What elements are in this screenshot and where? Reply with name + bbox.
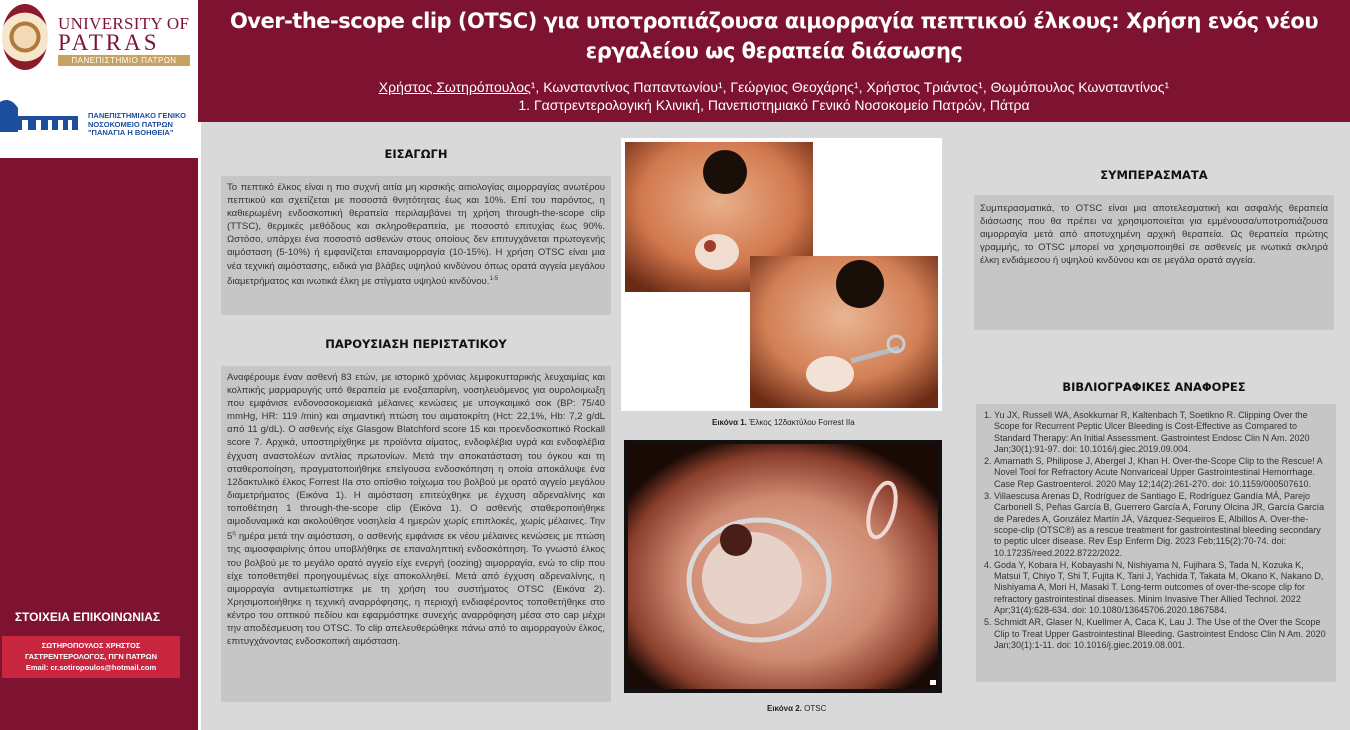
figure2-caption (767, 704, 826, 713)
figure1-label: Εικόνα 1. (712, 418, 747, 427)
contact-heading: ΣΤΟΙΧΕΙΑ ΕΠΙΚΟΙΝΩΝΙΑΣ (14, 610, 161, 624)
case-text-part2: ημέρα μετά την αιμόσταση, ο ασθενής εμφάνισε εκ νέου μέλαινες κενώσεις με πτώση της αιμοσφαιρίνης όπου υποβλήθηκε σε επαναληπτική ενδοσκόπηση. Το γνωστό έλκος του βολβού με το μεγάλο ορατό αγγείο είχε ενεργή (oozing) αιμορραγία, ενώ το clip που είχε τοποθετηθεί προηγουμένως είχε αποκολληθεί. Μετά από έγχυση αδρεναλίνης, η αιμορραγία αντιμετωπίστηκε με τη χρήση του συστήματος OTSC (Εικόνα 2). Χρησιμοποιήθηκε η τεχνική αναρρόφησης, η περιοχή ενδιαφέροντος τοποθετήθηκε στο κέντρο του οπτικού πεδίου και εφαρμόστηκε συνεχής αναρρόφηση μέσα στο cap μέχρι την αποδέσμευση του OTSC. Το clip απελευθερώθηκε πάνω από το αιμορραγούν έλκος, επιτυγχάνοντας ενδοσκοπική αιμόσταση. (227, 531, 605, 648)
contact-box (2, 636, 180, 678)
poster-title: Over-the-scope clip (OTSC) για υποτροπιάζουσα αιμορραγία πεπτικού έλκους: Χρήση ενός νέου εργαλείου ως θεραπεία διάσωσης (229, 9, 1319, 63)
case-panel (221, 366, 611, 702)
poster-header (198, 0, 1350, 122)
pgnp-logo-icon (0, 98, 82, 132)
upatras-logo-line1: UNIVERSITY OF (58, 14, 190, 33)
contact-email[interactable]: Email: cr.sotiropoulos@hotmail.com (25, 663, 157, 672)
university-seal-icon (2, 4, 48, 70)
authors-line (198, 78, 1350, 96)
affiliation: 1. Γαστρεντερολογική Κλινική, Πανεπιστημιακό Γενικό Νοσοκομείο Πατρών, Πάτρα (518, 97, 1030, 113)
figure1-caption-text: Έλκος 12δακτύλου Forrest IIa (746, 418, 855, 427)
figure1-caption (712, 418, 855, 427)
other-authors: ¹, Κωνσταντίνος Παπαντωνίου¹, Γεώργιος Θεοχάρης¹, Χρήστος Τριάντος¹, Θωμόπουλος Κωνσταντίνος¹ (530, 79, 1170, 95)
intro-panel (221, 176, 611, 315)
case-text-part1: Αναφέρουμε έναν ασθενή 83 ετών, με ιστορικό χρόνιας λεμφοκυτταρικής λευχαιμίας και κολπικής μαρμαρυγής υπό θεραπεία με ενοξαπαρίνη, νοσηλευόμενος για ουρολοιμωξη που εμφάνισε ενδονοσοκομειακά μέλαινες κενώσεις με υπογκαιμικό σοκ (BP: 75/40 mmHg, HR: 119 /min) και σημαντική πτώση του αιματοκρίτη (Hct: 22,1%, Hb: 7,2 g/dL από 11 g/dL). Ο ασθενής είχε Glasgow Blatchford score 15 και προενδοσκοπικό Rockall score 7. Αρχικά, υποστηρίχθηκε με προϊόντα αίματος, ενδοφλέβια υγρά και ενδοφλέβια έγχυση αναστολέων αντλίας πρωτονίων. Μετά την αποκατάσταση του όγκου και τη σταθεροποίηση, πραγματοποιήθηκε επείγουσα ενδοσκόπηση η οποία αποκάλυψε ένα 12δακτυλικό έλκος Forrest IIa στο οπίσθιο τοίχωμα του βολβού με ορατό αγγείο μεγάλου διαμετρήματος (Εικόνα 1). Η αιμόσταση επιτεύχθηκε με έγχυση αδρεναλίνης και τοποθέτηση 1 through-the-scope clip (Εικόνα 1). Ο ασθενής σταθεροποιήθηκε αιμοδυναμικά και ακολούθησε νοσηλεία 4 ημερών χωρίς επιπλοκές, χωρίς μέλαινες. Την 5 (227, 372, 605, 543)
figure2-frame (624, 440, 942, 693)
conclusions-heading: ΣΥΜΠΕΡΑΣΜΑΤΑ (1100, 168, 1208, 182)
conclusions-text: Συμπερασματικά, το OTSC είναι μια αποτελεσματική και ασφαλής θεραπεία διάσωσης που θα πρέπει να χρησιμοποιείται για εμμένουσα/υποτροπιάζουσα αιμορραγία μετά από αποτυχημένη αρχική θεραπεία. Ως θεραπεία πρώτης γραμμής, το OTSC μπορεί να χρησιμοποιηθεί σε ασθενείς με ινωτικά σκληρά έλκη ενδιάμεσου ή υψηλού κινδύνου και σε μεγάλα ορατά αγγεία. (980, 203, 1328, 267)
pgnp-logo-text: ΠΑΝΕΠΙΣΤΗΜΙΑΚΟ ΓΕΝΙΚΟ ΝΟΣΟΚΟΜΕΙΟ ΠΑΤΡΩΝ "ΠΑΝΑΓΙΑ Η ΒΟΗΘΕΙΑ" (88, 111, 186, 137)
reference-item: 2. Amarnath S, Philipose J, Abergel J, Khan H. Over-the-Scope Clip to the Rescue! A Novel Tool for Refractory Acute Nonvariceal Upper Gastrointestinal Hemorrhage. Case Rep Gastroenterol. 2020 May 12;14(2):261-270. doi: 10.1159/000507610. (994, 456, 1330, 490)
reference-item: 3. Villaescusa Arenas D, Rodríguez de Santiago E, Rodríguez Gandía MÁ, Parejo Carbonell S, Peñas García B, Guerrero García A, Foruny Olcina JR, García García de Paredes A, González Martín JÁ, Vázquez-Sequeiros E, Albillos A. Over-the-scope-clip (OTSC®) as a rescue treatment for gastrointestinal bleeding secondary to peptic ulcer disease. Rev Esp Enferm Dig. 2023 Feb;115(2):70-74. doi: 10.17235/reed.2022.8722/2022. (994, 491, 1330, 559)
endoscopy-image-1b (750, 256, 938, 408)
reference-item: 4. Goda Y, Kobara H, Kobayashi N, Nishiyama N, Fujihara S, Tada N, Kozuka K, Matsui T, Chiyo T, Shi T, Fujita K, Tani J, Yachida T, Takata M, Okano K, Nakano D, Nishiyama A, Mori H, Masaki T. Long-term outcomes of over-the-scope clip for refractory gastrointestinal diseases. Minim Invasive Ther Allied Technol. 2022 Apr;31(4):628-634. doi: 10.1080/13645706.2020.1867584. (994, 560, 1330, 616)
figure2-caption-text: OTSC (801, 704, 827, 713)
logo-panel (0, 0, 198, 158)
references-list (984, 410, 1330, 651)
case-heading: ΠΑΡΟΥΣΙΑΣΗ ΠΕΡΙΣΤΑΤΙΚΟΥ (325, 337, 507, 351)
intro-heading: ΕΙΣΑΓΩΓΗ (384, 147, 448, 161)
reference-item: 1. Yu JX, Russell WA, Asokkumar R, Kaltenbach T, Soetikno R. Clipping Over the Scope for Recurrent Peptic Ulcer Bleeding is Cost-Effective as Compared to Standard Therapy: An Initial Assessment. Gastrointest Endosc Clin N Am. 2020 Jan;30(1):91-97. doi: 10.1016/j.giec.2019.09.004. (994, 410, 1330, 455)
case-superscript: η (232, 531, 236, 538)
contact-name: ΣΩΤΗΡΟΠΟΥΛΟΣ ΧΡΗΣΤΟΣ (41, 641, 141, 650)
contact-role: ΓΑΣΤΡΕΝΤΕΡΟΛΟΓΟΣ, ΠΓΝ ΠΑΤΡΩΝ (24, 652, 158, 661)
figure2-label: Εικόνα 2. (767, 704, 802, 713)
column-divider (198, 122, 201, 730)
reference-item: 5. Schmidt AR, Glaser N, Kuellmer A, Caca K, Lau J. The Use of the Over the Scope Clip to Treat Upper Gastrointestinal Bleeding. Gastrointest Endosc Clin N Am. 2020 Jan;30(1):1-11. doi: 10.1016/j.giec.2019.08.001. (994, 617, 1330, 651)
first-author: Χρήστος Σωτηρόπουλος (378, 79, 531, 95)
upatras-logo-line2: PATRAS (58, 30, 160, 55)
intro-citation: 1-5 (489, 275, 499, 282)
references-panel (976, 404, 1336, 682)
intro-text: Το πεπτικό έλκος είναι η πιο συχνή αιτία μη κιρσικής αιτιολογίας αιμορραγίας ανωτέρου πεπτικού και σχετίζεται με ποσοστά θνητότητας έως και 10%. Επί του παρόντος, η καθιερωμένη ενδοσκοπική θεραπεία περιλαμβάνει τη χρήση through-the-scope clip (TTSC), θερμικές μεθόδους και σκληροθεραπεία, με ποσοστό επιτυχίας έως 90%. Ωστόσο, υπάρχει ένα ποσοστό ασθενών στους οποίους δεν επιτυγχάνεται πρωτογενής αιμόσταση (5-10%) ή εμφανίζεται επαναιμορραγία (10-15%). Η χρήση OTSC είναι μια νέα τεχνική αιμόστασης, ειδικά για βλάβες υψηλού κινδύνου όπως ορατά αγγεία μεγάλου διαμετρήματος και ινωτικά έλκη με στίγματα υψηλού κινδύνου. (227, 182, 605, 287)
endoscopy-image-2 (624, 440, 942, 693)
figure1-frame (621, 138, 942, 411)
conclusions-panel (974, 195, 1334, 330)
references-heading: ΒΙΒΛΙΟΓΡΑΦΙΚΕΣ ΑΝΑΦΟΡΕΣ (1062, 380, 1246, 394)
upatras-logo-line3: ΠΑΝΕΠΙΣΤΗΜΙΟ ΠΑΤΡΩΝ (58, 55, 190, 66)
